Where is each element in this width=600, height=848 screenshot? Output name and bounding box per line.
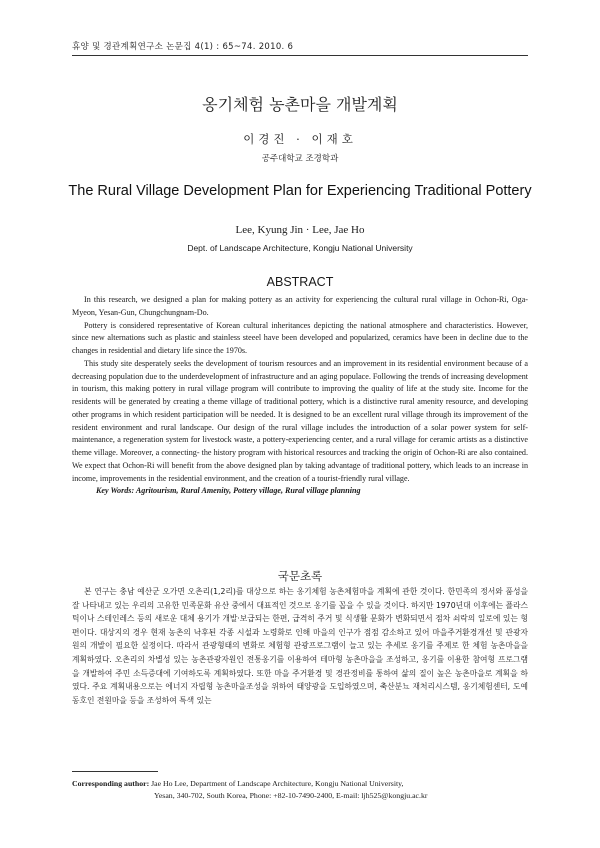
footnote-line1: Jae Ho Lee, Department of Landscape Architecture, Kongju National University,: [151, 779, 404, 788]
korean-abstract-body: [72, 585, 528, 707]
abstract-heading: ABSTRACT: [266, 275, 334, 289]
english-affiliation: Dept. of Landscape Architecture, Kongju National University: [187, 243, 413, 253]
abstract-body: [72, 294, 528, 498]
abstract-paragraph: This study site desperately seeks the development of tourism resources and an improvement in its residential environment because of a decreasing population due to the underdevelopment of infrastructure and an aging populace. Following the trends of increasing development in tourism, this making pottery in rural village program will contribute to improving the quality of life at the study site. Income for the residents will be generated by creating a theme village of traditional pottery, which is a distinctive rural amenity resource, and developing other programs in which resident participation will be needed. It is designed to be an excellent rural village through its improvement of the resident environment and rural landscape. Our design of the rural village includes the introduction of a solar power system for self-maintenance, a regeneration system for livestock waste, a pottery-experiencing center, and a rural village for ceramic artists as a distinctive theme village. Moreover, a connecting- the history program with historical resources and tracking the origin of Ochon-Ri are also contained. We expect that Ochon-Ri will benefit from the above designed plan by taking advantage of traditional pottery, which leads to an increase in income, improvements in the residential environment, and the creation of a tourist-friendly rural village.: [72, 358, 528, 483]
keywords-text: Agritourism, Rural Amenity, Pottery village, Rural village planning: [135, 486, 361, 496]
abstract-paragraph: In this research, we designed a plan for making pottery as an activity for experiencing the cultural rural village in Ochon-Ri, Oga-Myeon, Yesan-Gun, Chungchungnam-Do.: [72, 295, 528, 317]
keywords-label: Key Words:: [96, 486, 135, 496]
english-title: The Rural Village Development Plan for Experiencing Traditional Pottery: [68, 183, 532, 199]
footnote-label: Corresponding author:: [72, 779, 150, 788]
footnote-line2: Yesan, 340-702, South Korea, Phone: +82-10-7490-2400, E-mail: ljh525@kongju.ac.kr: [154, 791, 428, 800]
korean-abstract-text: 본 연구는 충남 예산군 오가면 오촌리(1,2리)를 대상으로 하는 옹기체험 농촌체험마을 계획에 관한 것이다. 한민족의 정서와 품성을 잘 나타내고 있는 우리의 고유한 민족문화 유산 중에서 대표적인 것으로 옹기를 꼽을 수 있을 것이다. 하지만 1970년대 이후에는 플라스틱이나 스테인레스 등의 새로운 대체 용기가 개발·보급되는 한편, 급격히 주거 및 식생활 문화가 변화되면서 점차 쇠락의 일로에 있는 형편이다. 대상지의 경우 현재 농촌의 낙후된 각종 시설과 노령화로 인해 마을의 인구가 점점 감소하고 있어 마을주거환경개선 및 관광자원의 개발이 필요한 실정이다. 따라서 관광형태의 변화로 체험형 관광프로그램이 늘고 있는 추세로 옹기를 주제로 한 체험 농촌마을을 계획하였다. 오촌리의 차별성 있는 농촌관광자원인 전통옹기를 이용하여 테마형 농촌마을을 조성하고, 옹기를 이용한 참여형 프로그램을 개발하여 주민 소득증대에 기여하도록 계획하였다. 또한 마을 주거환경 및 경관정비를 통하여 삶의 질이 높은 농촌마을로 계획을 하였다. 주요 계획내용으로는 에너지 자립형 농촌마을조성을 위하여 태양광을 도입하였으며, 축산분뇨 재처리시스템, 옹기체험센터, 도예 동호인 전원마을 등을 조성하여 특색 있는: [72, 587, 528, 705]
footnote: [72, 778, 532, 802]
header-rule: [72, 55, 528, 56]
footnote-rule: [72, 771, 158, 772]
keywords: [72, 485, 528, 498]
korean-abstract-heading: 국문초록: [277, 569, 323, 583]
journal-info: 휴양 및 경관계획연구소 논문집 4(1) : 65~74. 2010. 6: [72, 42, 294, 52]
korean-title: 옹기체험 농촌마을 개발계획: [202, 95, 398, 114]
english-authors: Lee, Kyung Jin · Lee, Jae Ho: [235, 224, 365, 236]
korean-affiliation: 공주대학교 조경학과: [261, 154, 339, 164]
korean-authors: 이경진 · 이재호: [243, 132, 357, 146]
abstract-paragraph: Pottery is considered representative of Korean cultural inheritances depicting the national atmosphere and characteristics. However, since new alternations such as plastic and stainless steeel have been developed and popularized, ceramics have been in decline due to the changes in residential and dietary life since the 1970s.: [72, 320, 528, 355]
